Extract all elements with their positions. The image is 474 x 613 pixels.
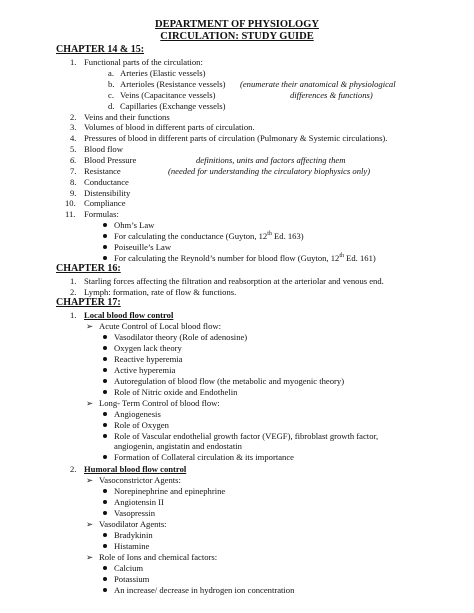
bullet-icon [103, 455, 107, 459]
list-item: Norepinephrine and epinephrine [114, 486, 226, 496]
list-item: Angiogenesis [114, 409, 161, 419]
list-item: Autoregulation of blood flow (the metabolic and myogenic theory) [114, 376, 345, 386]
guide-title: CIRCULATION: STUDY GUIDE [160, 31, 314, 42]
arteries-item: Arteries (Elastic vessels) [120, 68, 206, 78]
list-item: Histamine [114, 541, 150, 551]
long-term-control-heading: Long- Term Control of blood flow: [99, 398, 220, 408]
list-item: Potassium [114, 574, 150, 584]
vasodilator-heading: Vasodilator Agents: [99, 519, 167, 529]
list-item: An increase/ decrease in hydrogen ion concentration [114, 585, 295, 595]
ions-chemical-heading: Role of Ions and chemical factors: [99, 552, 218, 562]
list-item: Role of Oxygen [114, 420, 169, 430]
chapter-17-heading: CHAPTER 17: [56, 297, 121, 308]
list-item: Active hyperemia [114, 365, 176, 375]
bullet-icon [103, 566, 107, 570]
list-item: Oxygen lack theory [114, 343, 182, 353]
bullet-icon [103, 357, 107, 361]
list-item: Blood flow [84, 144, 123, 154]
bullet-icon [103, 368, 107, 372]
arterioles-note: (enumerate their anatomical & physiological [240, 79, 396, 89]
veins-item: Veins (Capacitance vessels) [120, 90, 216, 100]
arrow-bullet-icon: ➢ [86, 398, 94, 408]
bullet-icon [103, 412, 107, 416]
arrow-bullet-icon: ➢ [86, 552, 94, 562]
list-item: Conductance [84, 177, 129, 187]
list-item: Formation of Collateral circulation & its importance [114, 452, 294, 462]
definitions-note: definitions, units and factors affecting them [196, 155, 346, 165]
list-item: Compliance [84, 198, 126, 208]
list-item: Reactive hyperemia [114, 354, 183, 364]
list-item: Calcium [114, 563, 144, 573]
list-item: For calculating the Reynold’s number for blood flow (Guyton, 12th Ed. 161) [114, 253, 376, 263]
sub-letter: c. [108, 90, 114, 100]
bullet-icon [103, 423, 107, 427]
chapter-16-heading: CHAPTER 16: [56, 263, 121, 274]
bullet-icon [103, 533, 107, 537]
list-item: Ohm’s Law [114, 220, 155, 230]
bullet-icon [103, 390, 107, 394]
list-item: Vasodilator theory (Role of adenosine) [114, 332, 248, 342]
veins-note: differences & functions) [290, 90, 373, 100]
bullet-icon [103, 588, 107, 592]
bullet-icon [103, 379, 107, 383]
arrow-bullet-icon: ➢ [86, 475, 94, 485]
list-item: Angiotensin II [114, 497, 164, 507]
arrow-bullet-icon: ➢ [86, 321, 94, 331]
sub-letter: a. [108, 68, 114, 78]
study-guide-page: DEPARTMENT OF PHYSIOLOGY CIRCULATION: STUDY GUIDE CHAPTER 14 & 15: 1. Functional parts of the circulation: a. Arteries (Elastic vessels) b. Arterioles (Resistance vessels) (enumerate their anatomical & physiological c. Veins (Capacitance vessels) differences & functions) d. Capillaries (Exchange vessels) 2. Veins and their functions 3. Volumes of blood in different parts of circulation. 4. Pressures of blood in different parts of circulation (Pulmonary & Systemic circulations). 5. Blood flow 6. Blood Pressure definitions, units and factors affecting them 7. Resistance (needed for understanding the circulatory biophysics only) 8. Conductance 9. Distensibility 10. Compliance 11. Formulas: Ohm’s Law For calculating the conductance (Guyton, 12th Ed. 163) Poiseuille’s Law For calculating the Reynold’s number for blood flow (Guyton, 12th Ed. 161) CHAPTER 16: 1. Starling forces affecting the filtration and reabsorption at the arteriolar and venous end. 2. Lymph: formation, rate of flow & functions. CHAPTER 17: 1. Local blood flow control ➢ Acute Control of Local blood flow: Vasodilator theory (Role of adenosine) Oxygen lack theory Reactive hyperemia Active hyperemia Autoregulation of blood flow (the metabolic and myogenic theory) Role of Nitric oxide and Endothelin ➢ Long- Term Control of blood flow: Angiogenesis Role of Oxygen Role of Vascular endothelial growth factor (VEGF), fibroblast growth factor, angiogenin, angistatin and endostatin Formation of Collateral circulation & its importance 2. Humoral blood flow control ➢ Vasoconstrictor Agents: Norepinephrine and epinephrine Angiotensin II Vasopressin ➢ Vasodilator Agents: Bradykinin Histamine ➢ Role of Ions and chemical factors: Calcium Potassium An increase/ decrease in hydrogen ion concentration [0, 0, 474, 613]
item-number: 1. [70, 57, 77, 67]
local-blood-flow-heading: Local blood flow control [84, 310, 174, 320]
list-item: Bradykinin [114, 530, 153, 540]
chapter-14-15-heading: CHAPTER 14 & 15: [56, 44, 145, 55]
list-item: Lymph: formation, rate of flow & functions. [84, 287, 237, 297]
bullet-icon [103, 500, 107, 504]
bullet-icon [103, 256, 107, 260]
list-item: Poiseuille’s Law [114, 242, 172, 252]
list-item: Volumes of blood in different parts of circulation. [84, 122, 255, 132]
bullet-icon [103, 577, 107, 581]
list-item: Distensibility [84, 188, 131, 198]
humoral-blood-flow-heading: Humoral blood flow control [84, 464, 187, 474]
list-item: Blood Pressure [84, 155, 137, 165]
list-item: Formulas: [84, 209, 119, 219]
bullet-icon [103, 544, 107, 548]
arrow-bullet-icon: ➢ [86, 519, 94, 529]
acute-control-heading: Acute Control of Local blood flow: [99, 321, 221, 331]
bullet-icon [103, 511, 107, 515]
list-item: Vasopressin [114, 508, 156, 518]
list-item: Resistance [84, 166, 121, 176]
bullet-icon [103, 234, 107, 238]
list-item: For calculating the conductance (Guyton, 12th Ed. 163) [114, 231, 304, 241]
arterioles-item: Arterioles (Resistance vessels) [120, 79, 226, 89]
list-item: Pressures of blood in different parts of circulation (Pulmonary & Systemic circulations). [84, 133, 388, 143]
biophysics-note: (needed for understanding the circulatory biophysics only) [168, 166, 371, 176]
bullet-icon [103, 489, 107, 493]
bullet-icon [103, 335, 107, 339]
department-title: DEPARTMENT OF PHYSIOLOGY [155, 19, 319, 30]
list-item: Starling forces affecting the filtration and reabsorption at the arteriolar and venous end. [84, 276, 384, 286]
list-item-continuation: angiogenin, angistatin and endostatin [114, 441, 242, 451]
bullet-icon [103, 245, 107, 249]
list-item: Role of Nitric oxide and Endothelin [114, 387, 238, 397]
bullet-icon [103, 223, 107, 227]
list-item: Veins and their functions [84, 112, 170, 122]
sub-letter: d. [108, 101, 115, 111]
capillaries-item: Capillaries (Exchange vessels) [120, 101, 226, 111]
sub-letter: b. [108, 79, 115, 89]
bullet-icon [103, 346, 107, 350]
vasoconstrictor-heading: Vasoconstrictor Agents: [99, 475, 181, 485]
bullet-icon [103, 434, 107, 438]
list-item: Role of Vascular endothelial growth factor (VEGF), fibroblast growth factor, [114, 431, 379, 441]
functional-parts-item: Functional parts of the circulation: [84, 57, 203, 67]
